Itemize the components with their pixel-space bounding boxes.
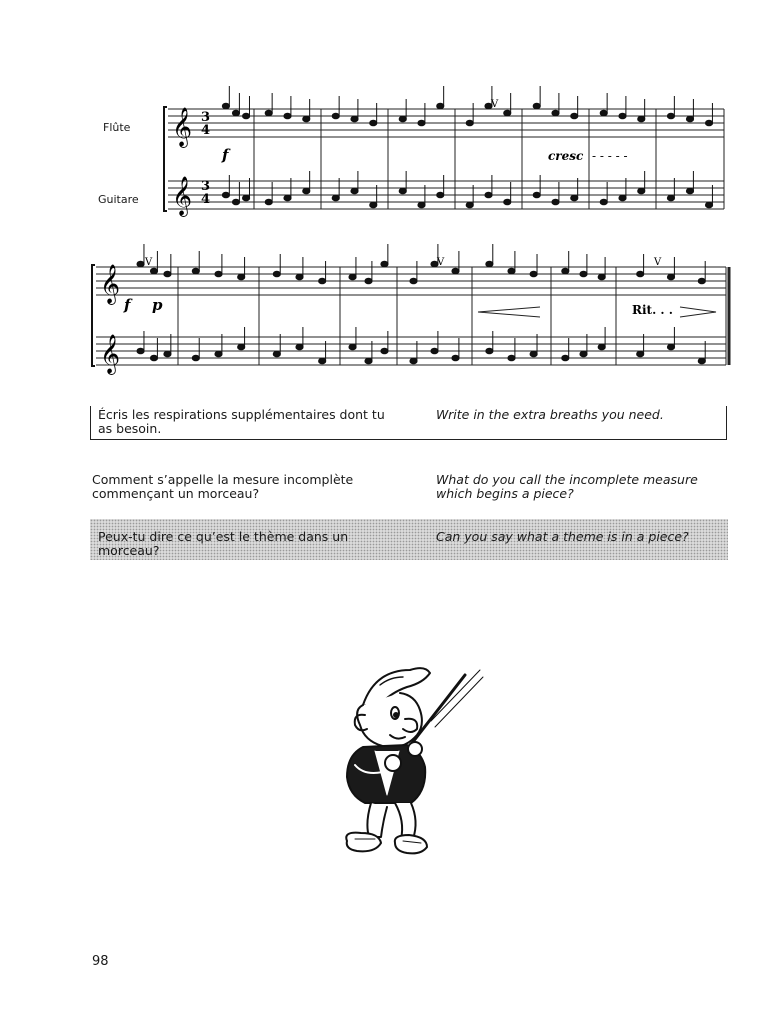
note-head bbox=[332, 113, 339, 119]
theme-question-en: Can you say what a theme is in a piece? bbox=[436, 529, 689, 544]
note-head bbox=[303, 188, 310, 194]
note-head bbox=[381, 348, 388, 354]
theme-question-fr: Peux-tu dire ce qu’est le thème dans un morceau? bbox=[98, 529, 349, 558]
breath-mark: V bbox=[491, 99, 499, 110]
note-head bbox=[698, 278, 705, 284]
note-head bbox=[303, 116, 310, 122]
note-head bbox=[232, 199, 239, 205]
note-head bbox=[418, 120, 425, 126]
note-head bbox=[150, 355, 157, 361]
note-head bbox=[399, 188, 406, 194]
note-head bbox=[667, 113, 674, 119]
dynamic-forte: f bbox=[222, 146, 229, 164]
page-number: 98 bbox=[92, 954, 109, 969]
note-head bbox=[370, 120, 377, 126]
note-head bbox=[686, 116, 693, 122]
crescendo-hairpin bbox=[478, 307, 540, 317]
note-head bbox=[571, 195, 578, 201]
treble-clef: 𝄞 bbox=[100, 334, 121, 374]
note-head bbox=[698, 358, 705, 364]
note-head bbox=[265, 199, 272, 205]
note-head bbox=[600, 199, 607, 205]
note-head bbox=[410, 358, 417, 364]
note-head bbox=[452, 355, 459, 361]
anacrusis-question-en: What do you call the incomplete measure which begins a piece? bbox=[436, 472, 698, 501]
note-head bbox=[637, 351, 644, 357]
note-head bbox=[418, 202, 425, 208]
anacrusis-question-fr: Comment s’appelle la mesure incomplète commençant un morceau? bbox=[92, 472, 354, 501]
note-head bbox=[296, 344, 303, 350]
note-head bbox=[351, 116, 358, 122]
note-head bbox=[242, 113, 249, 119]
note-head bbox=[619, 113, 626, 119]
note-head bbox=[533, 103, 540, 109]
note-head bbox=[431, 348, 438, 354]
note-head bbox=[284, 113, 291, 119]
note-head bbox=[238, 344, 245, 350]
breath-mark: V bbox=[654, 257, 662, 268]
guitar-label: Guitare bbox=[98, 193, 139, 206]
note-head bbox=[265, 110, 272, 116]
note-head bbox=[508, 268, 515, 274]
note-head bbox=[571, 113, 578, 119]
note-head bbox=[273, 271, 280, 277]
note-head bbox=[562, 355, 569, 361]
note-head bbox=[238, 274, 245, 280]
note-head bbox=[485, 192, 492, 198]
note-head bbox=[598, 344, 605, 350]
breaths-task-en: Write in the extra breaths you need. bbox=[436, 407, 664, 422]
breaths-task-fr: Écris les respirations supplémentaires dont tu as besoin. bbox=[98, 407, 385, 436]
cresc-dashes: - - - - - bbox=[592, 149, 628, 163]
note-head bbox=[215, 351, 222, 357]
notes bbox=[137, 86, 713, 364]
note-head bbox=[192, 355, 199, 361]
note-head bbox=[349, 344, 356, 350]
dynamic-piano: p bbox=[152, 296, 163, 314]
note-head bbox=[705, 120, 712, 126]
note-head bbox=[638, 116, 645, 122]
note-head bbox=[530, 271, 537, 277]
note-head bbox=[399, 116, 406, 122]
rit-marking: Rit. . . bbox=[632, 303, 673, 317]
note-head bbox=[410, 278, 417, 284]
dynamic-forte: f bbox=[124, 296, 131, 314]
note-head bbox=[466, 120, 473, 126]
note-head bbox=[137, 348, 144, 354]
note-head bbox=[705, 202, 712, 208]
note-head bbox=[164, 351, 171, 357]
note-head bbox=[619, 195, 626, 201]
note-head bbox=[486, 261, 493, 267]
note-head bbox=[164, 271, 171, 277]
note-head bbox=[580, 351, 587, 357]
note-head bbox=[504, 199, 511, 205]
note-head bbox=[222, 103, 229, 109]
note-head bbox=[370, 202, 377, 208]
staff-lines bbox=[96, 109, 726, 365]
note-head bbox=[137, 261, 144, 267]
note-head bbox=[552, 199, 559, 205]
note-head bbox=[486, 348, 493, 354]
note-head bbox=[452, 268, 459, 274]
music-score bbox=[0, 0, 768, 400]
note-head bbox=[530, 351, 537, 357]
note-head bbox=[332, 195, 339, 201]
note-head bbox=[667, 274, 674, 280]
breath-mark: V bbox=[437, 257, 445, 268]
system-2-bracket bbox=[92, 265, 95, 366]
note-head bbox=[637, 271, 644, 277]
note-head bbox=[296, 274, 303, 280]
time-sig-top: 3 bbox=[201, 179, 211, 194]
note-head bbox=[273, 351, 280, 357]
treble-clef: 𝄞 bbox=[172, 107, 193, 147]
time-sig-bottom: 4 bbox=[201, 192, 211, 207]
treble-clef: 𝄞 bbox=[172, 176, 193, 216]
diminuendo-hairpin bbox=[680, 307, 716, 317]
note-head bbox=[686, 188, 693, 194]
note-head bbox=[437, 192, 444, 198]
time-sig-bottom: 4 bbox=[201, 123, 211, 138]
note-head bbox=[365, 278, 372, 284]
note-head bbox=[667, 195, 674, 201]
note-head bbox=[667, 344, 674, 350]
treble-clef: 𝄞 bbox=[100, 264, 121, 304]
note-head bbox=[508, 355, 515, 361]
note-head bbox=[365, 358, 372, 364]
note-head bbox=[504, 110, 511, 116]
flute-label: Flûte bbox=[103, 121, 131, 134]
note-head bbox=[319, 358, 326, 364]
note-head bbox=[284, 195, 291, 201]
note-head bbox=[580, 271, 587, 277]
barlines bbox=[178, 109, 729, 365]
note-head bbox=[351, 188, 358, 194]
note-head bbox=[638, 188, 645, 194]
note-head bbox=[349, 274, 356, 280]
note-head bbox=[215, 271, 222, 277]
note-head bbox=[319, 278, 326, 284]
time-sig-top: 3 bbox=[201, 110, 211, 125]
note-head bbox=[242, 195, 249, 201]
breath-mark: V bbox=[145, 257, 153, 268]
note-head bbox=[562, 268, 569, 274]
note-head bbox=[381, 261, 388, 267]
system-1-bracket bbox=[164, 107, 167, 211]
note-head bbox=[600, 110, 607, 116]
note-head bbox=[232, 110, 239, 116]
note-head bbox=[150, 268, 157, 274]
note-head bbox=[533, 192, 540, 198]
cresc-marking: cresc bbox=[548, 149, 584, 163]
note-head bbox=[437, 103, 444, 109]
flute-player-illustration bbox=[335, 655, 495, 860]
note-head bbox=[222, 192, 229, 198]
note-head bbox=[598, 274, 605, 280]
note-head bbox=[552, 110, 559, 116]
note-head bbox=[466, 202, 473, 208]
note-head bbox=[192, 268, 199, 274]
